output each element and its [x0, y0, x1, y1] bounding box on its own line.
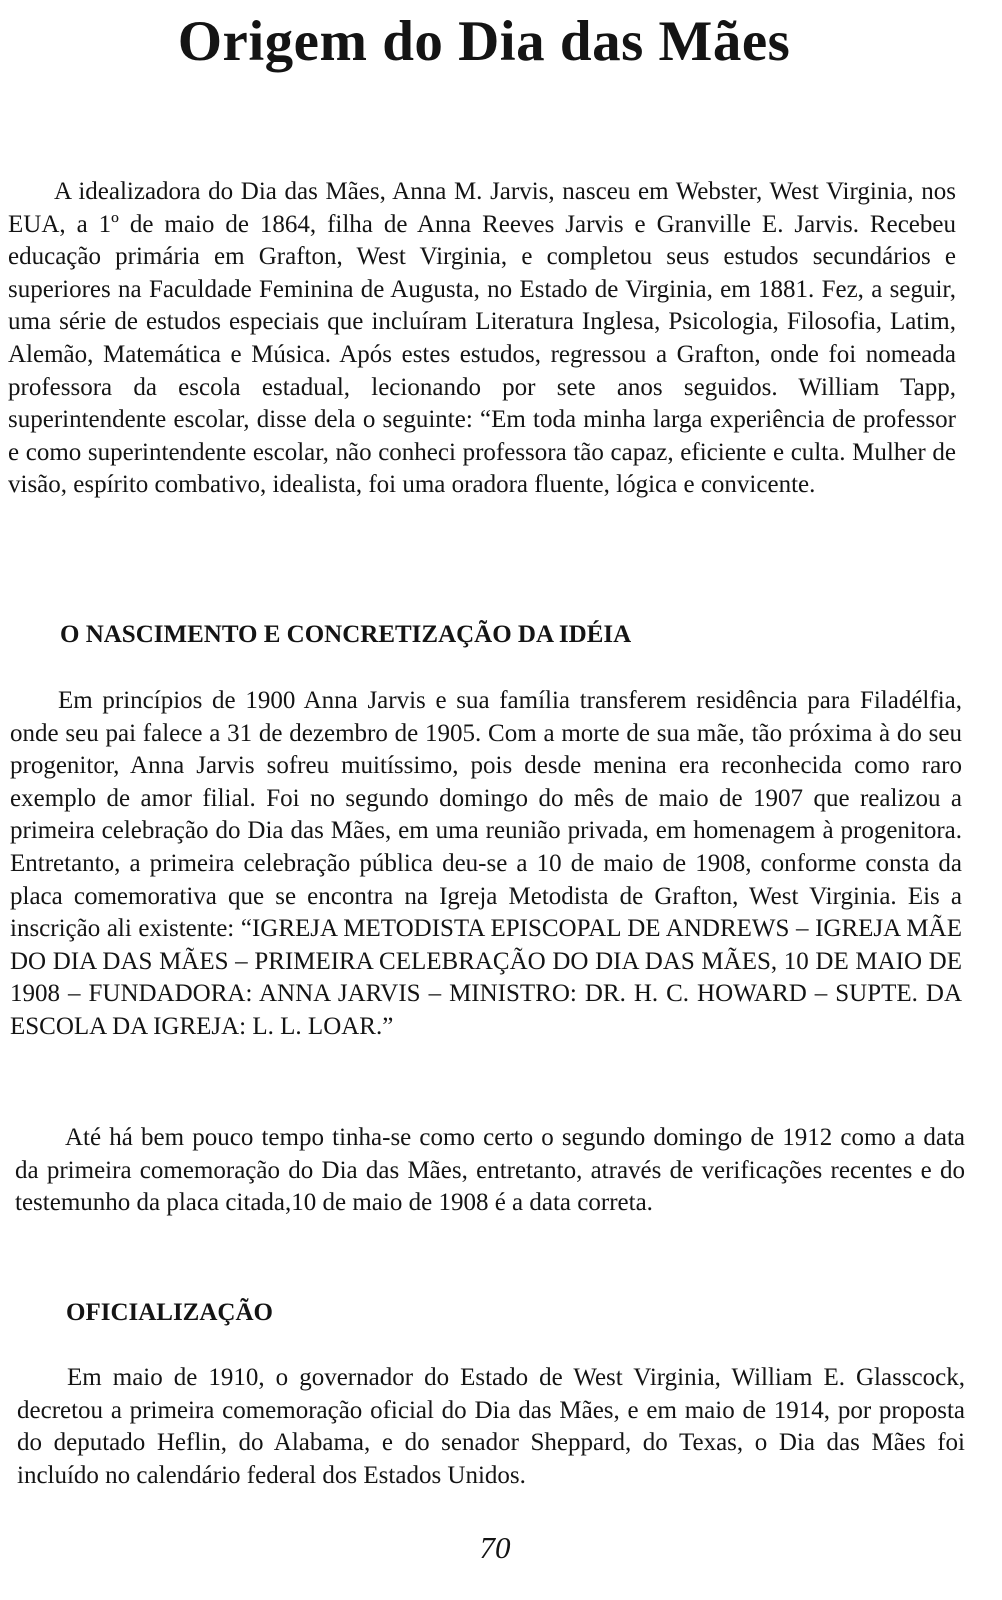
page-title: Origem do Dia das Mães — [177, 10, 791, 73]
paragraph-intro: A idealizadora do Dia das Mães, Anna M. Jarvis, nasceu em Webster, West Virginia, nos EUA, a 1º de maio de 1864, filha de Anna Reeves Jarvis e Granville E. Jarvis. Recebeu educação primária em Grafton, West Virginia, e completou seus estudos secundários e superiores na Faculdade Feminina de Augusta, no Estado de Virginia, em 1881. Fez, a seguir, uma série de estudos especiais que incluíram Literatura Inglesa, Psicologia, Filosofia, Latim, Alemão, Matemática e Música. Após estes estudos, regressou a Grafton, onde foi nomeada professora da escola estadual, lecionando por sete anos seguidos. William Tapp, superintendente escolar, disse dela o seguinte: “Em toda minha larga experiência de professor e como superintendente escolar, não conheci professora tão capaz, eficiente e culta. Mulher de visão, espírito combativo, idealista, foi uma oradora fluente, lógica e convicente. — [8, 178, 956, 499]
paragraph-oficializacao: Em maio de 1910, o governador do Estado de West Virginia, William E. Glasscock, decretou a primeira comemoração oficial do Dia das Mães, e em maio de 1914, por proposta do deputado Heflin, do Alabama, e do senador Sheppard, do Texas, o Dia das Mães foi incluído no calendário federal dos Estados Unidos. — [17, 1364, 965, 1489]
section-heading-nascimento: O NASCIMENTO E CONCRETIZAÇÃO DA IDÉIA — [60, 621, 632, 648]
paragraph-data-correta: Até há bem pouco tempo tinha-se como certo o segundo domingo de 1912 como a data da primeira comemoração do Dia das Mães, entretanto, através de verificações recentes e do testemunho da placa citada,10 de maio de 1908 é a data correta. — [15, 1124, 965, 1217]
paragraph-nascimento: Em princípios de 1900 Anna Jarvis e sua família transferem residência para Filadélfia, onde seu pai falece a 31 de dezembro de 1905. Com a morte de sua mãe, tão próxima à do seu progenitor, Anna Jarvis sofreu muitíssimo, pois desde menina era reconhecida como raro exemplo de amor filial. Foi no segundo domingo do mês de maio de 1907 que realizou a primeira celebração do Dia das Mães, em uma reunião privada, em homenagem à progenitora. Entretanto, a primeira celebração pública deu-se a 10 de maio de 1908, conforme consta da placa comemorativa que se encontra na Igreja Metodista de Grafton, West Virginia. Eis a inscrição ali existente: “IGREJA METODISTA EPISCOPAL DE ANDREWS – IGREJA MÃE DO DIA DAS MÃES – PRIMEIRA CELEBRAÇÃO DO DIA DAS MÃES, 10 DE MAIO DE 1908 – FUNDADORA: ANNA JARVIS – MINISTRO: DR. H. C. HOWARD – SUPTE. DA ESCOLA DA IGREJA: L. L. LOAR.” — [10, 687, 962, 1040]
page-number: 70 — [479, 1530, 511, 1565]
section-heading-oficializacao: OFICIALIZAÇÃO — [66, 1299, 273, 1326]
